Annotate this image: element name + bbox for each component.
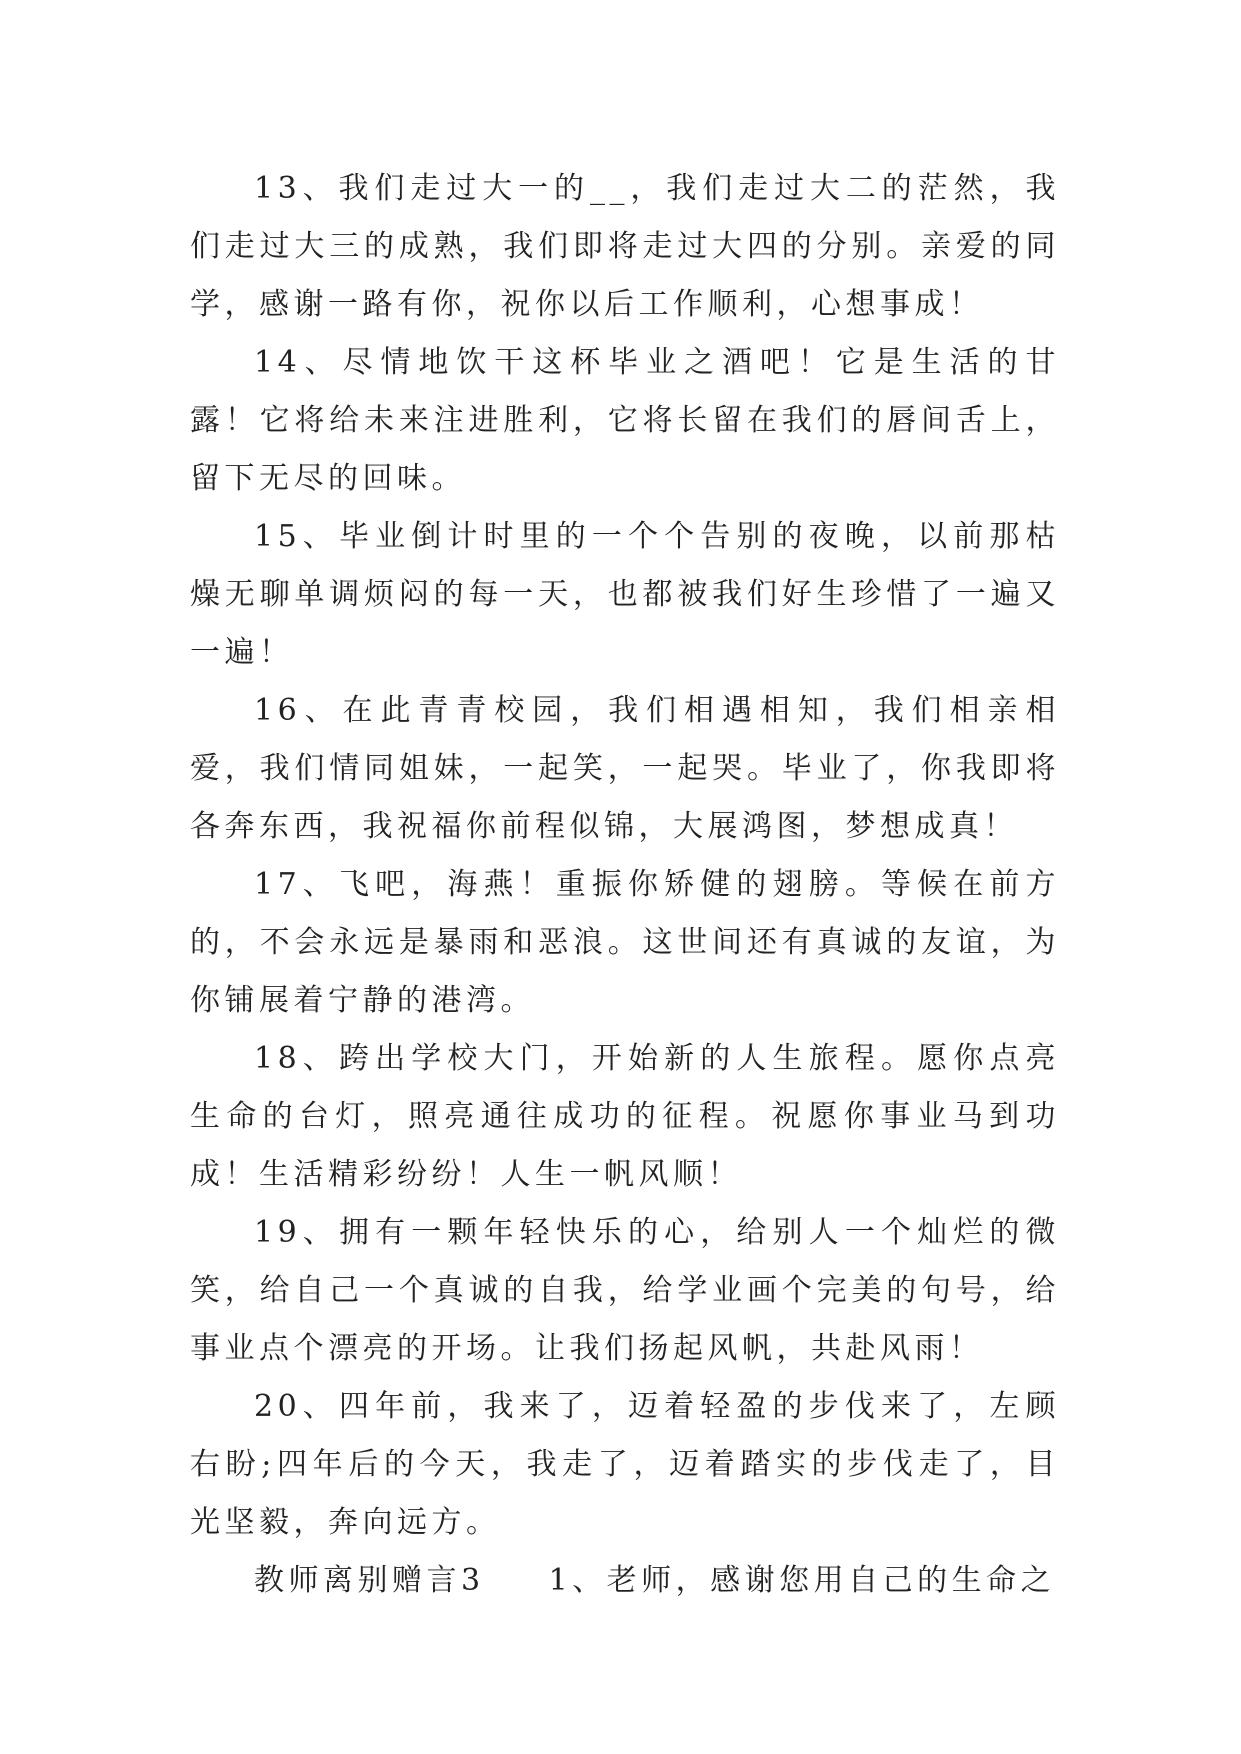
paragraph-18: 18、跨出学校大门，开始新的人生旅程。愿你点亮生命的台灯，照亮通往成功的征程。祝愿你事业马到功成！生活精彩纷纷！人生一帆风顺！ — [190, 1041, 1060, 1192]
paragraph-20: 20、四年前，我来了，迈着轻盈的步伐来了，左顾右盼;四年后的今天，我走了，迈着踏实的步伐走了，目光坚毅，奔向远方。 — [190, 1389, 1060, 1540]
section-heading: 教师离别赠言3 — [254, 1563, 485, 1598]
paragraph-16: 16、在此青青校园，我们相遇相知，我们相亲相爱，我们情同姐妹，一起笑，一起哭。毕业了，你我即将各奔东西，我祝福你前程似锦，大展鸿图，梦想成真！ — [190, 693, 1060, 844]
paragraph-15: 15、毕业倒计时里的一个个告别的夜晚，以前那枯燥无聊单调烦闷的每一天，也都被我们好生珍惜了一遍又一遍！ — [190, 519, 1060, 670]
document-body — [190, 160, 1060, 1610]
section-first-item: 1、老师，感谢您用自己的生命之 — [548, 1563, 1056, 1598]
paragraph-17: 17、飞吧，海燕！重振你矫健的翅膀。等候在前方的，不会永远是暴雨和恶浪。这世间还有真诚的友谊，为你铺展着宁静的港湾。 — [190, 867, 1060, 1018]
paragraph-14: 14、尽情地饮干这杯毕业之酒吧！它是生活的甘露！它将给未来注进胜利，它将长留在我们的唇间舌上，留下无尽的回味。 — [190, 345, 1060, 496]
paragraph-13: 13、我们走过大一的__，我们走过大二的茫然，我们走过大三的成熟，我们即将走过大四的分别。亲爱的同学，感谢一路有你，祝你以后工作顺利，心想事成！ — [190, 171, 1060, 322]
section-heading-line — [190, 1552, 1060, 1610]
paragraph-19: 19、拥有一颗年轻快乐的心，给别人一个灿烂的微笑，给自己一个真诚的自我，给学业画个完美的句号，给事业点个漂亮的开场。让我们扬起风帆，共赴风雨！ — [190, 1215, 1060, 1366]
